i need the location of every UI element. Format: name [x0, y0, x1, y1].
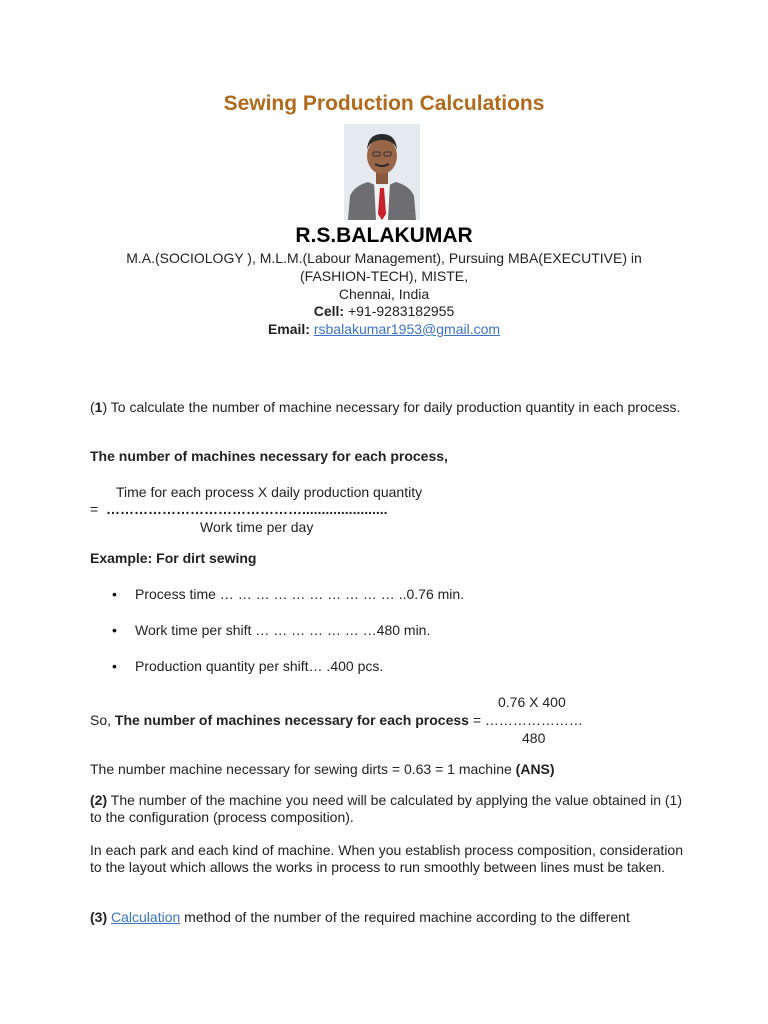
formula-dots: ……………………………………......................: [106, 501, 388, 517]
formula-equals: =: [90, 501, 99, 517]
so-denominator: 480: [522, 730, 546, 746]
author-email: [0, 321, 768, 337]
so-equals: = …………………: [468, 712, 583, 728]
section2-paragraph: In each park and each kind of machine. When you establish process composition, consideration to the layout which allows the works in process to run smoothly between lines must be taken.: [90, 842, 684, 875]
author-qualifications-2: (FASHION-TECH), MISTE,: [300, 268, 468, 284]
so-bold-text: The number of machines necessary for each process: [114, 712, 469, 728]
document-title: Sewing Production Calculations: [223, 92, 545, 115]
section1-close-paren: ): [102, 399, 108, 415]
section3-number: (3): [90, 909, 108, 925]
bullet-process-time: Process time … … … … … … … … … … ..0.76 min.: [135, 586, 465, 602]
section1-intro-text: To calculate the number of machine necessary for daily production quantity in each process.: [107, 399, 681, 415]
formula-denominator: Work time per day: [200, 519, 314, 535]
formula-numerator: Time for each process X daily production quantity: [116, 484, 423, 500]
section2-intro: [90, 792, 690, 826]
cell-value: +91-9283182955: [347, 303, 455, 319]
bullet-production-quantity: Production quantity per shift… .400 pcs.: [135, 658, 384, 674]
so-line: [90, 712, 583, 728]
so-prefix: So,: [90, 712, 115, 728]
bullet-dot-3: •: [112, 658, 117, 674]
section2-number: (2): [90, 792, 108, 808]
section1-heading: The number of machines necessary for each process,: [90, 448, 448, 464]
section2-text: The number of the machine you need will be calculated by applying the value obtained in (1) to the configuration (process composition).: [90, 792, 683, 825]
author-name: R.S.BALAKUMAR: [295, 224, 473, 247]
section1-open-paren: (: [90, 399, 95, 415]
section3-intro: [90, 909, 630, 925]
calculation-link[interactable]: Calculation: [111, 909, 181, 925]
email-label: Email:: [267, 321, 310, 337]
author-portrait-image: [344, 124, 420, 220]
author-qualifications-1: M.A.(SOCIOLOGY ), M.L.M.(Labour Management), Pursuing MBA(EXECUTIVE) in: [126, 250, 642, 266]
answer-line: [90, 761, 555, 777]
author-cell: [0, 303, 768, 319]
example-heading: Example: For dirt sewing: [90, 550, 257, 566]
section1-intro: [90, 399, 690, 416]
section3-text: method of the number of the required machine according to the different: [180, 909, 630, 925]
author-photo: [344, 124, 420, 220]
section1-number: 1: [94, 399, 103, 415]
bullet-work-time: Work time per shift … … … … … … …480 min.: [135, 622, 431, 638]
bullet-dot-1: •: [112, 586, 117, 602]
cell-label: Cell:: [313, 303, 345, 319]
answer-text: The number machine necessary for sewing dirts = 0.63 = 1 machine: [90, 761, 516, 777]
author-location: Chennai, India: [338, 286, 430, 302]
answer-label: (ANS): [515, 761, 555, 777]
bullet-dot-2: •: [112, 622, 117, 638]
so-numerator: 0.76 X 400: [498, 694, 566, 710]
email-link[interactable]: rsbalakumar1953@gmail.com: [313, 321, 501, 337]
